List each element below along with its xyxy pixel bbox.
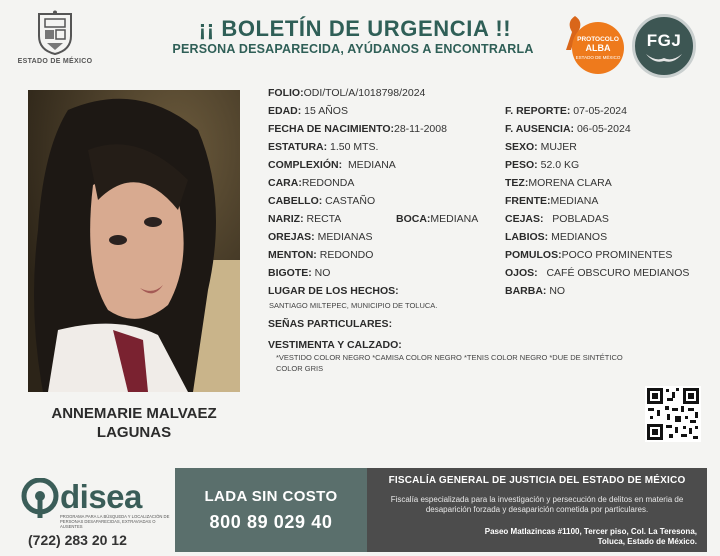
- fgj-text: FGJ: [646, 31, 682, 50]
- labios-label: LABIOS:: [505, 231, 549, 243]
- orejas-value: MEDIANAS: [317, 231, 373, 243]
- reporte-value: 07-05-2024: [573, 105, 627, 117]
- bigote-label: BIGOTE:: [268, 267, 312, 279]
- field-nacimiento: [268, 123, 447, 135]
- lada-number[interactable]: 800 89 029 40: [209, 512, 333, 532]
- frente-value: MEDIANA: [550, 195, 599, 207]
- lugar-value: SANTIAGO MILTEPEC, MUNICIPIO DE TOLUCA.: [269, 301, 438, 310]
- folio-label: FOLIO:: [268, 87, 304, 99]
- field-complexion: [268, 159, 396, 171]
- field-ojos: [505, 267, 689, 279]
- field-labios: [505, 231, 607, 243]
- missing-person-photo: [28, 90, 240, 392]
- estado-de-mexico-logo: [14, 10, 96, 78]
- edad-value: 15 AÑOS: [304, 105, 348, 117]
- senas-label: SEÑAS PARTICULARES:: [268, 318, 393, 330]
- field-menton: [268, 249, 373, 261]
- ojos-value: CAFÉ OBSCURO MEDIANOS: [546, 267, 690, 279]
- sexo-value: MUJER: [540, 141, 577, 153]
- field-cabello: [268, 195, 375, 207]
- odisea-subtitle: PROGRAMA PARA LA BÚSQUEDA Y LOCALIZACIÓN DE PERSONAS DESAPARECIDAS, EXTRAVIADAS O AUSENTES: [60, 514, 170, 529]
- pomulos-label: POMULOS:: [505, 249, 562, 261]
- field-senas: [268, 318, 392, 330]
- fiscalia-description: Fiscalía especializada para la investigación y persecución de delitos en materia de desaparición forzada y desaparición cometida por particulares.: [390, 495, 684, 514]
- field-estatura: [268, 141, 378, 153]
- qr-code-icon: [645, 386, 701, 442]
- complexion-value: MEDIANA: [347, 159, 396, 171]
- orejas-label: OREJAS:: [268, 231, 315, 243]
- boca-value: MEDIANA: [430, 213, 479, 225]
- field-tez: [505, 177, 612, 189]
- nariz-value: RECTA: [306, 213, 342, 225]
- field-vestimenta: [268, 339, 402, 351]
- field-cejas: [505, 213, 609, 225]
- lugar-label: LUGAR DE LOS HECHOS:: [268, 285, 399, 297]
- bulletin-title: ¡¡ BOLETÍN DE URGENCIA !!: [198, 16, 512, 41]
- person-name: [28, 404, 240, 442]
- field-reporte: [505, 105, 627, 117]
- nacimiento-value: 28-11-2008: [394, 123, 447, 135]
- fiscalia-title: FISCALÍA GENERAL DE JUSTICIA DEL ESTADO DE MÉXICO: [388, 475, 686, 486]
- field-frente: [505, 195, 598, 207]
- alba-line1: PROTOCOLO: [577, 36, 619, 43]
- coat-of-arms-icon: [33, 10, 77, 56]
- tez-label: TEZ:: [505, 177, 529, 189]
- folio-value: ODI/TOL/A/1018798/2024: [303, 87, 426, 99]
- ojos-label: OJOS:: [505, 267, 538, 279]
- field-bigote: [268, 267, 330, 279]
- barba-label: BARBA:: [505, 285, 547, 297]
- lada-title: LADA SIN COSTO: [204, 488, 338, 505]
- edad-label: EDAD:: [268, 105, 302, 117]
- cejas-label: CEJAS:: [505, 213, 544, 225]
- boca-label: BOCA:: [396, 213, 431, 225]
- cejas-value: POBLADAS: [552, 213, 609, 225]
- lada-panel: [175, 468, 367, 552]
- complexion-label: COMPLEXIÓN:: [268, 159, 343, 171]
- odisea-pin-icon: [20, 478, 60, 520]
- odisea-phone[interactable]: (722) 283 20 12: [28, 532, 127, 548]
- field-pomulos: [505, 249, 672, 261]
- field-orejas: [268, 231, 372, 243]
- ausencia-value: 06-05-2024: [576, 123, 631, 135]
- odisea-wordmark: disea: [60, 478, 142, 515]
- field-edad: [268, 105, 348, 117]
- nariz-label: NARIZ:: [268, 213, 304, 225]
- menton-value: REDONDO: [319, 249, 374, 261]
- address-line2: Toluca, Estado de México.: [597, 537, 697, 546]
- field-sexo: [505, 141, 577, 153]
- cara-value: REDONDA: [301, 177, 355, 189]
- field-ausencia: [505, 123, 631, 135]
- fiscalia-address: [377, 527, 697, 547]
- frente-label: FRENTE:: [505, 195, 551, 207]
- field-folio: [268, 87, 425, 99]
- tez-value: MORENA CLARA: [528, 177, 612, 189]
- name-line2: LAGUNAS: [96, 424, 172, 441]
- nacimiento-label: FECHA DE NACIMIENTO:: [268, 123, 394, 135]
- protocolo-alba-logo: [564, 14, 628, 78]
- vestimenta-line2: COLOR GRIS: [276, 364, 324, 373]
- peso-label: PESO:: [505, 159, 538, 171]
- name-line1: ANNEMARIE MALVAEZ: [51, 405, 217, 422]
- address-line1: Paseo Matlazincas #1100, Tercer piso, Col. La Teresona,: [484, 527, 697, 536]
- field-lugar: [268, 285, 399, 297]
- cara-label: CARA:: [268, 177, 302, 189]
- fgj-logo: [632, 14, 696, 78]
- estatura-value: 1.50 MTS.: [330, 141, 379, 153]
- alba-line3: ESTADO DE MÉXICO: [575, 55, 621, 60]
- labios-value: MEDIANOS: [551, 231, 608, 243]
- ausencia-label: F. AUSENCIA:: [505, 123, 575, 135]
- alba-badge: [572, 22, 624, 74]
- menton-label: MENTON:: [268, 249, 317, 261]
- sexo-label: SEXO:: [505, 141, 538, 153]
- wings-icon: [644, 52, 684, 64]
- reporte-label: F. REPORTE:: [505, 105, 571, 117]
- bigote-value: NO: [314, 267, 331, 279]
- barba-value: NO: [549, 285, 566, 297]
- cabello-label: CABELLO:: [268, 195, 323, 207]
- peso-value: 52.0 KG: [540, 159, 580, 171]
- pomulos-value: POCO PROMINENTES: [561, 249, 673, 261]
- field-barba: [505, 285, 565, 297]
- field-boca: [396, 213, 478, 225]
- qr-code[interactable]: [645, 386, 701, 442]
- vestimenta-line1: *VESTIDO COLOR NEGRO *CAMISA COLOR NEGRO *TENIS COLOR NEGRO *DUE DE SINTÉTICO: [276, 353, 623, 362]
- field-peso: [505, 159, 579, 171]
- alba-line2: ALBA: [585, 43, 611, 53]
- bulletin-subtitle: PERSONA DESAPARECIDA, AYÚDANOS A ENCONTRARLA: [172, 42, 534, 56]
- field-cara: [268, 177, 354, 189]
- state-label: ESTADO DE MÉXICO: [17, 58, 93, 65]
- cabello-value: CASTAÑO: [325, 195, 376, 207]
- estatura-label: ESTATURA:: [268, 141, 328, 153]
- field-nariz: [268, 213, 341, 225]
- vestimenta-label: VESTIMENTA Y CALZADO:: [268, 339, 402, 351]
